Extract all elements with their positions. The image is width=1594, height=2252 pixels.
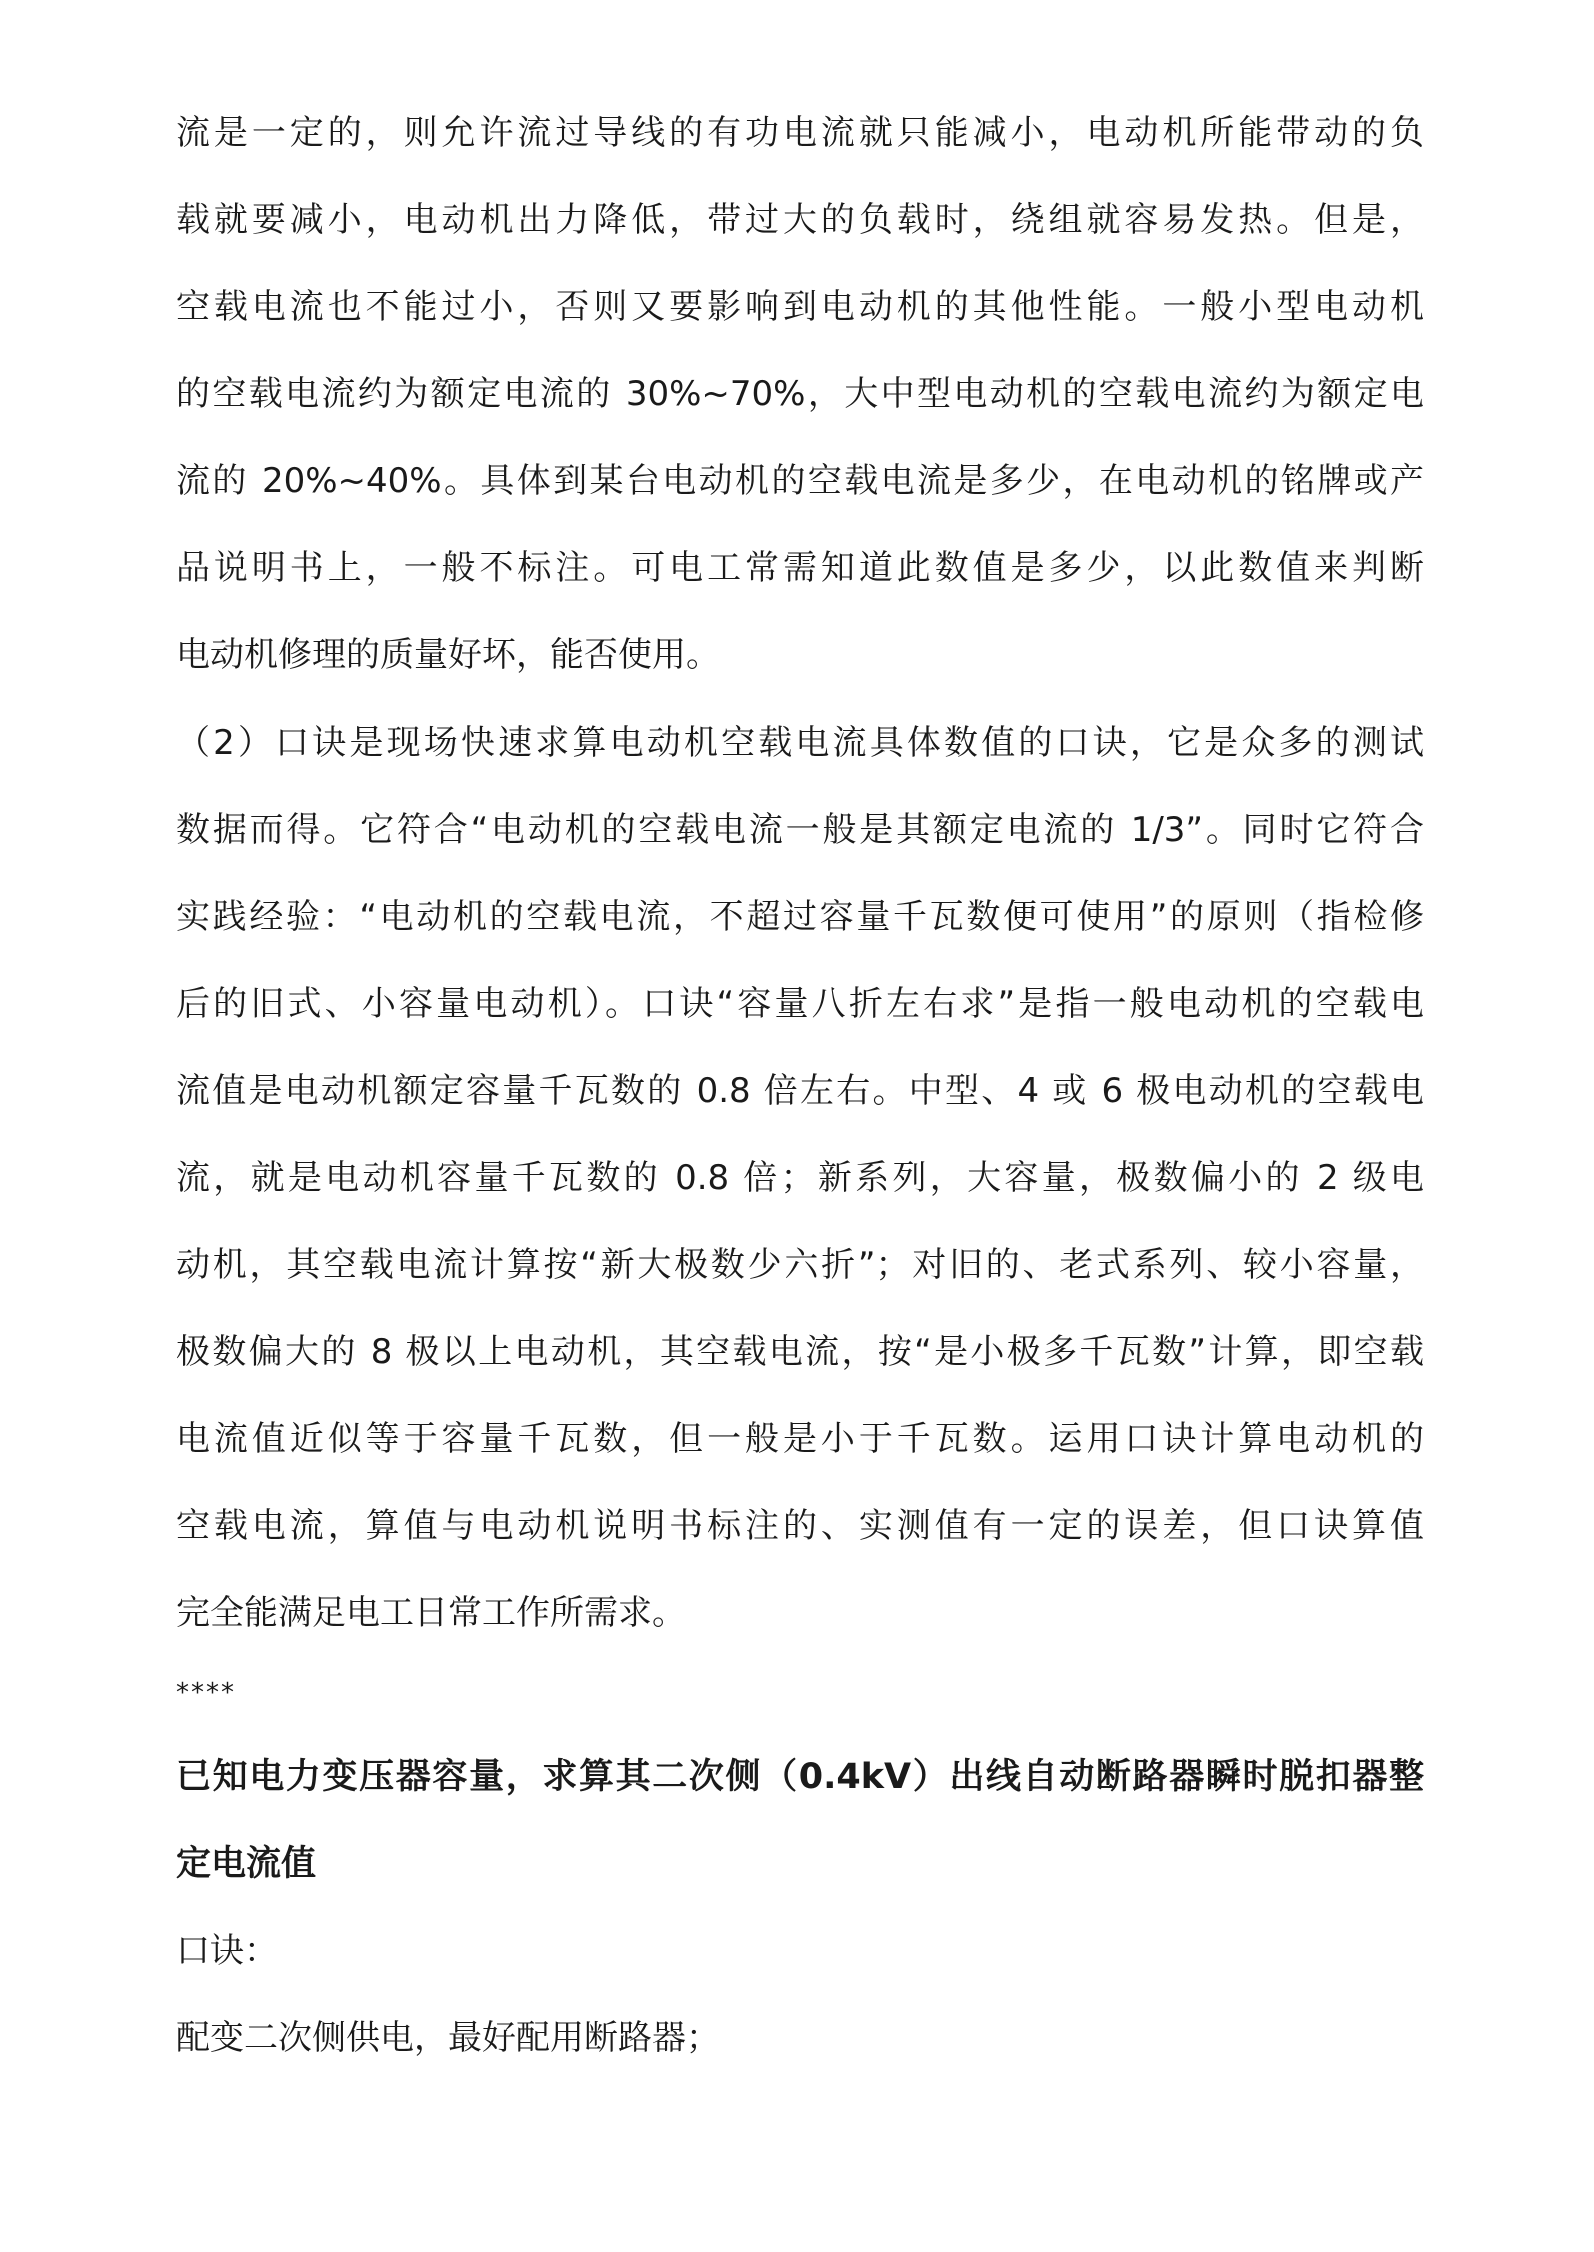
- paragraph1-line-6: 品说明书上，一般不标注。可电工常需知道此数值是多少，以此数值来判断: [176, 548, 1424, 588]
- paragraph2-line-3: 实践经验：“电动机的空载电流，不超过容量千瓦数便可使用”的原则（指检修: [176, 897, 1424, 937]
- section-heading-line-1: 已知电力变压器容量，求算其二次侧（0.4kV）出线自动断路器瞬时脱扣器整: [176, 1757, 1424, 1797]
- paragraph2-line-1: （2）口诀是现场快速求算电动机空载电流具体数值的口诀，它是众多的测试: [176, 723, 1424, 763]
- paragraph1-line-1: 流是一定的，则允许流过导线的有功电流就只能减小，电动机所能带动的负: [176, 113, 1424, 153]
- section-heading-line-2: 定电流值: [176, 1844, 317, 1884]
- mnemonic-line-1: 配变二次侧供电，最好配用断路器；: [176, 2018, 720, 2058]
- paragraph2-line-2: 数据而得。它符合“电动机的空载电流一般是其额定电流的 1/3”。同时它符合: [176, 810, 1424, 850]
- paragraph2-line-7: 动机，其空载电流计算按“新大极数少六折”；对旧的、老式系列、较小容量，: [176, 1245, 1424, 1285]
- paragraph1-line-3: 空载电流也不能过小，否则又要影响到电动机的其他性能。一般小型电动机: [176, 287, 1424, 327]
- paragraph2-line-6: 流，就是电动机容量千瓦数的 0.8 倍；新系列，大容量，极数偏小的 2 级电: [176, 1158, 1424, 1198]
- paragraph1-line-4: 的空载电流约为额定电流的 30%~70%，大中型电动机的空载电流约为额定电: [176, 374, 1424, 414]
- paragraph2-line-4: 后的旧式、小容量电动机）。口诀“容量八折左右求”是指一般电动机的空载电: [176, 984, 1424, 1024]
- mnemonic-label: 口诀：: [176, 1931, 278, 1971]
- paragraph1-line-5: 流的 20%~40%。具体到某台电动机的空载电流是多少，在电动机的铭牌或产: [176, 461, 1424, 501]
- paragraph1-line-2: 载就要减小，电动机出力降低，带过大的负载时，绕组就容易发热。但是，: [176, 200, 1424, 240]
- paragraph2-line-11: 完全能满足电工日常工作所需求。: [176, 1593, 686, 1633]
- paragraph2-line-5: 流值是电动机额定容量千瓦数的 0.8 倍左右。中型、4 或 6 极电动机的空载电: [176, 1071, 1424, 1111]
- paragraph2-line-9: 电流值近似等于容量千瓦数，但一般是小于千瓦数。运用口诀计算电动机的: [176, 1419, 1424, 1459]
- paragraph1-line-7: 电动机修理的质量好坏，能否使用。: [176, 635, 720, 675]
- paragraph2-line-8: 极数偏大的 8 极以上电动机，其空载电流，按“是小极多千瓦数”计算，即空载: [176, 1332, 1424, 1372]
- section-separator: ****: [176, 1678, 236, 1708]
- paragraph2-line-10: 空载电流，算值与电动机说明书标注的、实测值有一定的误差，但口诀算值: [176, 1506, 1424, 1546]
